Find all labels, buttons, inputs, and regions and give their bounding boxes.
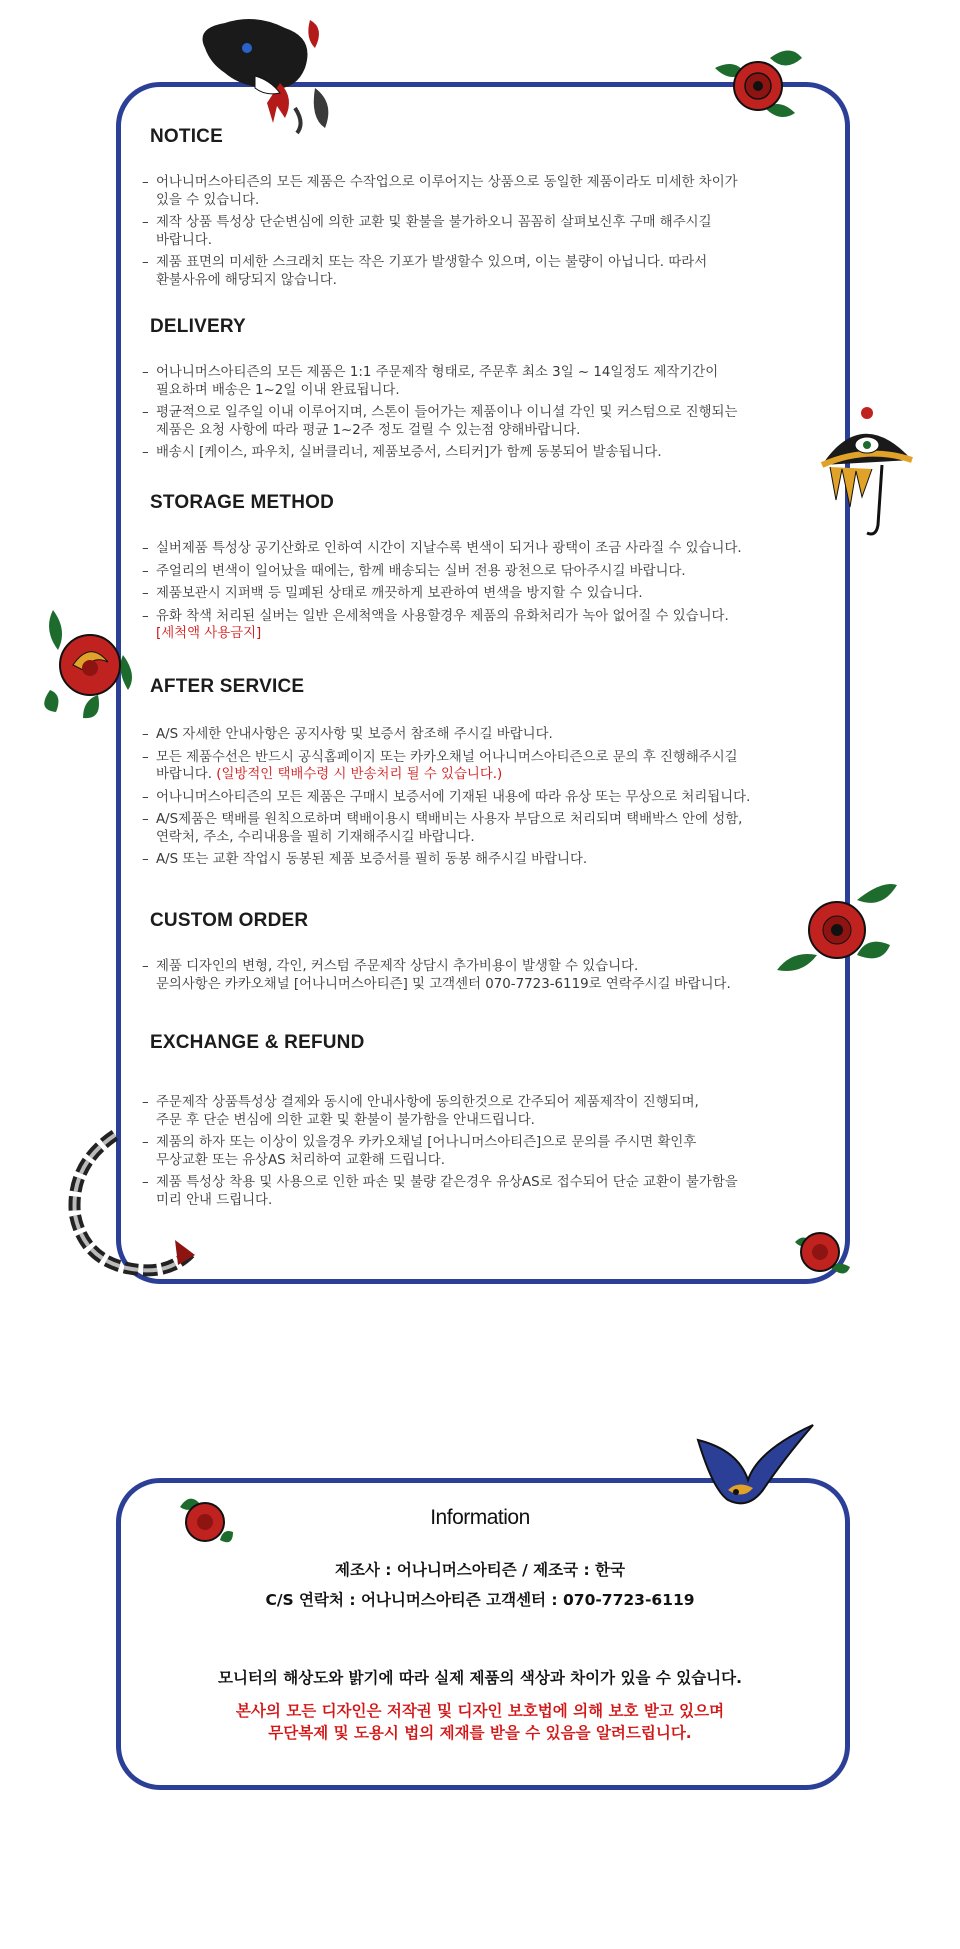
list-item: – 제품보관시 지퍼백 등 밀폐된 상태로 깨끗하게 보관하여 변색을 방지할 수 있습니다.	[142, 585, 842, 603]
panther-icon	[185, 8, 345, 138]
list-item: – 제작 상품 특성상 단순변심에 의한 교환 및 환불을 불가하오니 꼼꼼히 살펴보신후 구매 해주시길 바랍니다.	[142, 214, 832, 249]
list-item: – A/S제품은 택배를 원칙으로하며 택배이용시 택배비는 사용자 부담으로 처리되며 택배박스 안에 성함, 연락처, 주소, 수리내용을 필히 기재해주시길 바랍니다.	[142, 811, 842, 846]
custom-order-title: CUSTOM ORDER	[150, 910, 309, 931]
swallow-icon	[688, 1420, 818, 1520]
monitor-notice-text: 모니터의 해상도와 밝기에 따라 실제 제품의 색상과 차이가 있을 수 있습니다.	[217, 1669, 743, 1687]
rose-icon	[710, 38, 805, 128]
cs-contact-text: C/S 연락처 : 어나니머스아티즌 고객센터 : 070-7723-6119	[265, 1591, 695, 1609]
list-item: – A/S 또는 교환 작업시 동봉된 제품 보증서를 필히 동봉 해주시길 바랍니다.	[142, 851, 842, 869]
list-item: – 제품 표면의 미세한 스크래치 또는 작은 기포가 발생할수 있으며, 이는 불량이 아닙니다. 따라서 환불사유에 해당되지 않습니다.	[142, 254, 832, 289]
delivery-title: DELIVERY	[150, 316, 246, 337]
exchange-refund-list	[142, 1094, 832, 1214]
list-item: – 주문제작 상품특성상 결제와 동시에 안내사항에 동의한것으로 간주되어 제품제작이 진행되며, 주문 후 단순 변심에 의한 교환 및 환불이 불가함을 안내드립니다.	[142, 1094, 832, 1129]
list-item: – 제품의 하자 또는 이상이 있을경우 카카오채널 [어나니머스아티즌]으로 문의를 주시면 확인후 무상교환 또는 유상AS 처리하여 교환해 드립니다.	[142, 1134, 832, 1169]
delivery-list	[142, 364, 832, 467]
list-item: – 주얼리의 변색이 일어났을 때에는, 함께 배송되는 실버 전용 광천으로 닦아주시길 바랍니다.	[142, 563, 842, 581]
list-item: – 제품 디자인의 변형, 각인, 커스텀 주문제작 상담시 추가비용이 발생할 수 있습니다. 문의사항은 카카오채널 [어나니머스아티즌] 및 고객센터 070-7723-6119로 연락주시길 바랍니다.	[142, 958, 842, 993]
after-service-list	[142, 726, 842, 874]
list-item: – 어나니머스아티즌의 모든 제품은 수작업으로 이루어지는 상품으로 동일한 제품이라도 미세한 차이가 있을 수 있습니다.	[142, 174, 832, 209]
list-item: – 어나니머스아티즌의 모든 제품은 구매시 보증서에 기재된 내용에 따라 유상 또는 무상으로 처리됩니다.	[142, 789, 842, 807]
after-service-title: AFTER SERVICE	[150, 676, 305, 697]
list-item: – 유화 착색 처리된 실버는 일반 은세척액을 사용할경우 제품의 유화처리가 녹아 없어질 수 있습니다. [세척액 사용금지]	[142, 608, 842, 643]
copyright-line-1: 본사의 모든 디자인은 저작권 및 디자인 보호법에 의해 보호 받고 있으며	[235, 1702, 725, 1720]
exchange-refund-title: EXCHANGE & REFUND	[150, 1032, 365, 1053]
list-item: – 실버제품 특성상 공기산화로 인하여 시간이 지날수록 변색이 되거나 광택이 조금 사라질 수 있습니다.	[142, 540, 842, 558]
list-item: – A/S 자세한 안내사항은 공지사항 및 보증서 참조해 주시길 바랍니다.	[142, 726, 842, 744]
rose-icon	[790, 1222, 852, 1282]
storage-list	[142, 540, 842, 648]
copyright-line-2: 무단복제 및 도용시 법의 제재를 받을 수 있음을 알려드립니다.	[268, 1724, 692, 1742]
rose-icon	[38, 600, 138, 722]
manufacturer-text: 제조사 : 어나니머스아티즌 / 제조국 : 한국	[334, 1561, 625, 1579]
storage-title: STORAGE METHOD	[150, 492, 335, 513]
information-title: Information	[430, 1506, 530, 1529]
list-item: – 어나니머스아티즌의 모든 제품은 1:1 주문제작 형태로, 주문후 최소 3일 ~ 14일정도 제작기간이 필요하며 배송은 1~2일 이내 완료됩니다.	[142, 364, 832, 399]
list-item: – 제품 특성상 착용 및 사용으로 인한 파손 및 불량 같은경우 유상AS로 접수되어 단순 교환이 불가함을 미리 안내 드립니다.	[142, 1174, 832, 1209]
notice-title: NOTICE	[150, 126, 223, 147]
list-item: – 배송시 [케이스, 파우치, 실버클리너, 제품보증서, 스티커]가 함께 동봉되어 발송됩니다.	[142, 444, 832, 462]
custom-order-list	[142, 958, 842, 998]
list-item: – 모든 제품수선은 반드시 공식홈페이지 또는 카카오채널 어나니머스아티즌으로 문의 후 진행해주시길 바랍니다. (일방적인 택배수령 시 반송처리 될 수 있습니다.)	[142, 749, 842, 784]
list-item: – 평균적으로 일주일 이내 이루어지며, 스톤이 들어가는 제품이나 이니셜 각인 및 커스텀으로 진행되는 제품은 요청 사항에 따라 평균 1~2주 정도 걸릴 수 있는점 양해바랍니다.	[142, 404, 832, 439]
notice-list	[142, 174, 832, 294]
